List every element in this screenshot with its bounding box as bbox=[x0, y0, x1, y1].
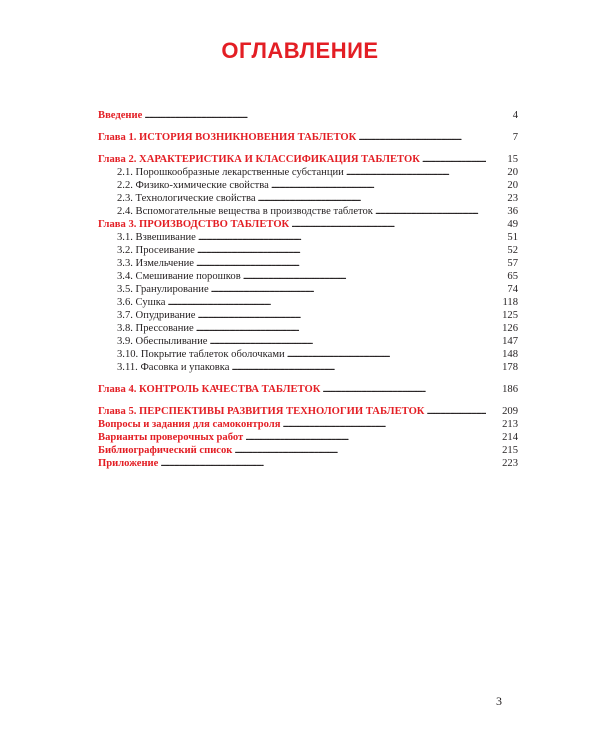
dot-leader bbox=[427, 405, 487, 418]
toc-section-entry[interactable] bbox=[98, 296, 518, 309]
toc-entry-page: 214 bbox=[502, 432, 518, 443]
toc-section-entry[interactable] bbox=[98, 231, 518, 244]
toc-chapter-entry[interactable] bbox=[98, 153, 518, 166]
toc-entry-title: 3.7. Опудривание bbox=[117, 310, 196, 321]
toc-entry-title: 3.11. Фасовка и упаковка bbox=[117, 362, 230, 373]
dot-leader bbox=[322, 383, 486, 396]
toc-entry-page: 118 bbox=[502, 297, 518, 308]
toc-section-entry[interactable] bbox=[98, 179, 518, 192]
toc-entry-title: 3.10. Покрытие таблеток оболочками bbox=[117, 349, 285, 360]
toc-entry-title: 3.8. Прессование bbox=[117, 323, 194, 334]
toc-entry-title: 2.4. Вспомогательные вещества в производстве таблеток bbox=[117, 206, 373, 217]
dot-leader bbox=[243, 270, 486, 283]
toc-entry-page: 126 bbox=[502, 323, 518, 334]
toc-section-entry[interactable] bbox=[98, 361, 518, 374]
toc-entry-page: 57 bbox=[507, 258, 518, 269]
dot-leader bbox=[167, 296, 486, 309]
toc-entry-title: 2.3. Технологические свойства bbox=[117, 193, 256, 204]
dot-leader bbox=[198, 231, 486, 244]
toc-entry-page: 23 bbox=[507, 193, 518, 204]
toc-entry-title: Приложение bbox=[98, 458, 159, 469]
dot-leader bbox=[197, 309, 486, 322]
dot-leader bbox=[231, 361, 486, 374]
dot-leader bbox=[375, 205, 486, 218]
page-title: ОГЛАВЛЕНИЕ bbox=[221, 38, 379, 63]
toc-section-entry[interactable] bbox=[98, 192, 518, 205]
dot-leader bbox=[160, 457, 486, 470]
page-number: 3 bbox=[496, 694, 502, 708]
toc-section-entry[interactable] bbox=[98, 283, 518, 296]
dot-leader bbox=[422, 153, 486, 166]
toc-chapter-entry[interactable] bbox=[98, 218, 518, 231]
dot-leader bbox=[197, 244, 486, 257]
toc-entry-page: 52 bbox=[507, 245, 518, 256]
toc-chapter-entry[interactable] bbox=[98, 383, 518, 396]
dot-leader bbox=[358, 131, 486, 144]
dot-leader bbox=[346, 166, 486, 179]
toc-entry-title: Глава 2. ХАРАКТЕРИСТИКА И КЛАССИФИКАЦИЯ ТАБЛЕТОК bbox=[98, 154, 420, 165]
toc-entry-page: 178 bbox=[502, 362, 518, 373]
toc-entry-page: 186 bbox=[502, 384, 518, 395]
toc-entry-page: 74 bbox=[507, 284, 518, 295]
toc-chapter-entry[interactable] bbox=[98, 444, 518, 457]
toc-section-entry[interactable] bbox=[98, 322, 518, 335]
toc-entry-page: 209 bbox=[502, 406, 518, 417]
toc-entry-title: Глава 3. ПРОИЗВОДСТВО ТАБЛЕТОК bbox=[98, 219, 290, 230]
toc-entry-page: 125 bbox=[502, 310, 518, 321]
toc-section-entry[interactable] bbox=[98, 244, 518, 257]
toc-entry-title: 2.1. Порошкообразные лекарственные субстанции bbox=[117, 167, 344, 178]
dot-leader bbox=[196, 257, 486, 270]
toc-entry-title: 3.5. Гранулирование bbox=[117, 284, 209, 295]
toc-section-entry[interactable] bbox=[98, 257, 518, 270]
dot-leader bbox=[144, 109, 486, 122]
dot-leader bbox=[258, 192, 486, 205]
toc-entry-title: Варианты проверочных работ bbox=[98, 432, 244, 443]
toc-entry-title: 3.6. Сушка bbox=[117, 297, 166, 308]
toc-entry-page: 147 bbox=[502, 336, 518, 347]
dot-leader bbox=[209, 335, 486, 348]
toc-chapter-entry[interactable] bbox=[98, 431, 518, 444]
dot-leader bbox=[271, 179, 486, 192]
toc-entry-title: Глава 1. ИСТОРИЯ ВОЗНИКНОВЕНИЯ ТАБЛЕТОК bbox=[98, 132, 357, 143]
dot-leader bbox=[291, 218, 486, 231]
dot-leader bbox=[287, 348, 486, 361]
toc-section-entry[interactable] bbox=[98, 348, 518, 361]
section-gap bbox=[98, 374, 518, 383]
toc-entry-title: 3.9. Обеспыливание bbox=[117, 336, 208, 347]
toc-section-entry[interactable] bbox=[98, 166, 518, 179]
toc-entry-title: 3.4. Смешивание порошков bbox=[117, 271, 241, 282]
toc-entry-title: Глава 4. КОНТРОЛЬ КАЧЕСТВА ТАБЛЕТОК bbox=[98, 384, 321, 395]
toc-chapter-entry[interactable] bbox=[98, 109, 518, 122]
toc-section-entry[interactable] bbox=[98, 335, 518, 348]
toc-section-entry[interactable] bbox=[98, 270, 518, 283]
toc-entry-title: Введение bbox=[98, 110, 143, 121]
toc-section-entry[interactable] bbox=[98, 205, 518, 218]
dot-leader bbox=[211, 283, 486, 296]
toc-entry-page: 15 bbox=[507, 154, 518, 165]
dot-leader bbox=[282, 418, 486, 431]
dot-leader bbox=[234, 444, 486, 457]
dot-leader bbox=[196, 322, 486, 335]
toc-entry-page: 65 bbox=[507, 271, 518, 282]
section-gap bbox=[98, 122, 518, 131]
dot-leader bbox=[245, 431, 486, 444]
toc-chapter-entry[interactable] bbox=[98, 131, 518, 144]
toc-entry-title: Библиографический список bbox=[98, 445, 233, 456]
table-of-contents bbox=[98, 109, 518, 470]
toc-entry-page: 20 bbox=[507, 167, 518, 178]
toc-entry-page: 4 bbox=[512, 110, 518, 121]
toc-entry-title: Глава 5. ПЕРСПЕКТИВЫ РАЗВИТИЯ ТЕХНОЛОГИИ ТАБЛЕТОК bbox=[98, 406, 425, 417]
toc-chapter-entry[interactable] bbox=[98, 405, 518, 418]
toc-entry-page: 36 bbox=[507, 206, 518, 217]
toc-entry-page: 223 bbox=[502, 458, 518, 469]
toc-entry-page: 215 bbox=[502, 445, 518, 456]
toc-entry-page: 213 bbox=[502, 419, 518, 430]
toc-entry-title: 3.1. Взвешивание bbox=[117, 232, 196, 243]
toc-entry-page: 148 bbox=[502, 349, 518, 360]
toc-section-entry[interactable] bbox=[98, 309, 518, 322]
toc-chapter-entry[interactable] bbox=[98, 418, 518, 431]
toc-entry-page: 51 bbox=[507, 232, 518, 243]
toc-entry-title: 2.2. Физико-химические свойства bbox=[117, 180, 269, 191]
toc-entry-title: 3.2. Просеивание bbox=[117, 245, 195, 256]
section-gap bbox=[98, 396, 518, 405]
toc-chapter-entry[interactable] bbox=[98, 457, 518, 470]
toc-entry-page: 49 bbox=[507, 219, 518, 230]
toc-entry-page: 20 bbox=[507, 180, 518, 191]
section-gap bbox=[98, 144, 518, 153]
toc-entry-page: 7 bbox=[512, 132, 518, 143]
toc-entry-title: 3.3. Измельчение bbox=[117, 258, 195, 269]
toc-entry-title: Вопросы и задания для самоконтроля bbox=[98, 419, 281, 430]
